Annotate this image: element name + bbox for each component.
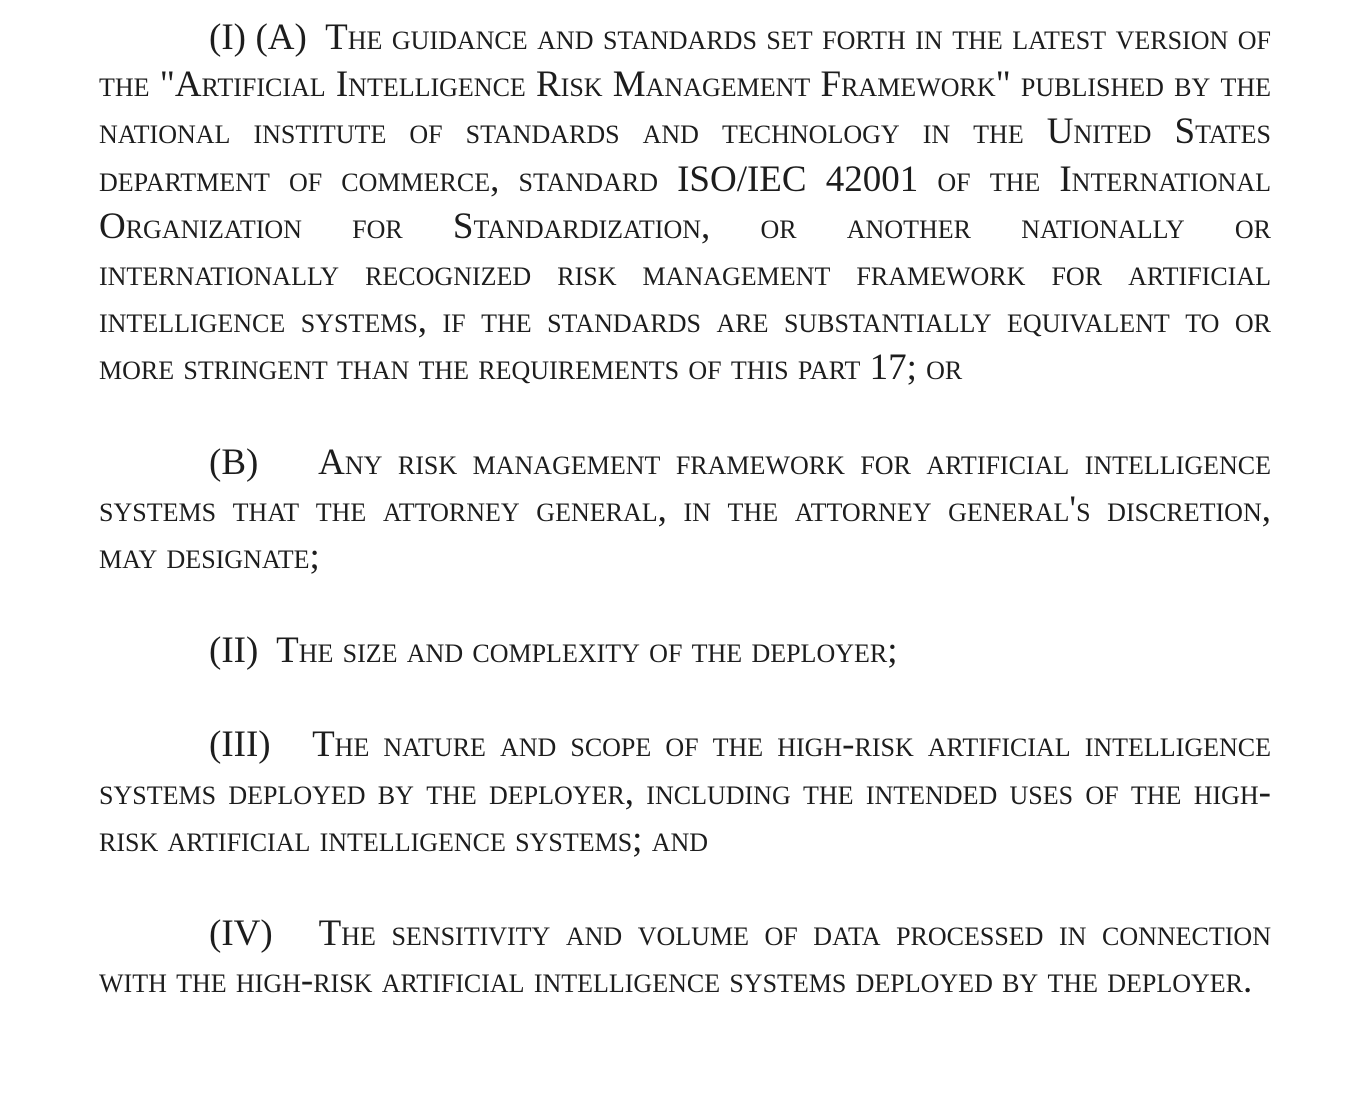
document-page: [99, 14, 1271, 1004]
paragraph-i-a: [99, 14, 1271, 392]
paragraph-text: Any risk management framework for artificial intelligence systems that the attorney general, in the attorney general's discretion, may designate;: [99, 441, 1271, 578]
paragraph-label: (IV): [209, 913, 273, 955]
paragraph-iv: [99, 910, 1271, 1004]
paragraph-text: The sensitivity and volume of data processed in connection with the high-risk artificial intelligence systems deployed by the deployer.: [99, 913, 1271, 1002]
paragraph-text: The nature and scope of the high-risk artificial intelligence systems deployed by the deployer, including the intended uses of the high-risk artificial intelligence systems; and: [99, 724, 1271, 860]
paragraph-label: (B): [209, 441, 259, 483]
paragraph-text: The size and complexity of the deployer;: [276, 630, 898, 672]
paragraph-ii: [99, 627, 1271, 674]
paragraph-label: (III): [209, 724, 271, 766]
paragraph-label: (II): [209, 630, 259, 672]
paragraph-iii: [99, 721, 1271, 863]
paragraph-text: The guidance and standards set forth in the latest version of the "Artificial Intelligence Risk Management Framework" published by the national institute of standards and technology in the United States department of commerce, standard ISO/IEC 42001 of the International Organization for Standardization, or another nationally or internationally recognized risk management framework for artificial intelligence systems, if the standards are substantially equivalent to or more stringent than the requirements of this part 17; or: [99, 17, 1271, 389]
paragraph-label: (I) (A): [209, 17, 307, 58]
paragraph-b: [99, 439, 1271, 581]
